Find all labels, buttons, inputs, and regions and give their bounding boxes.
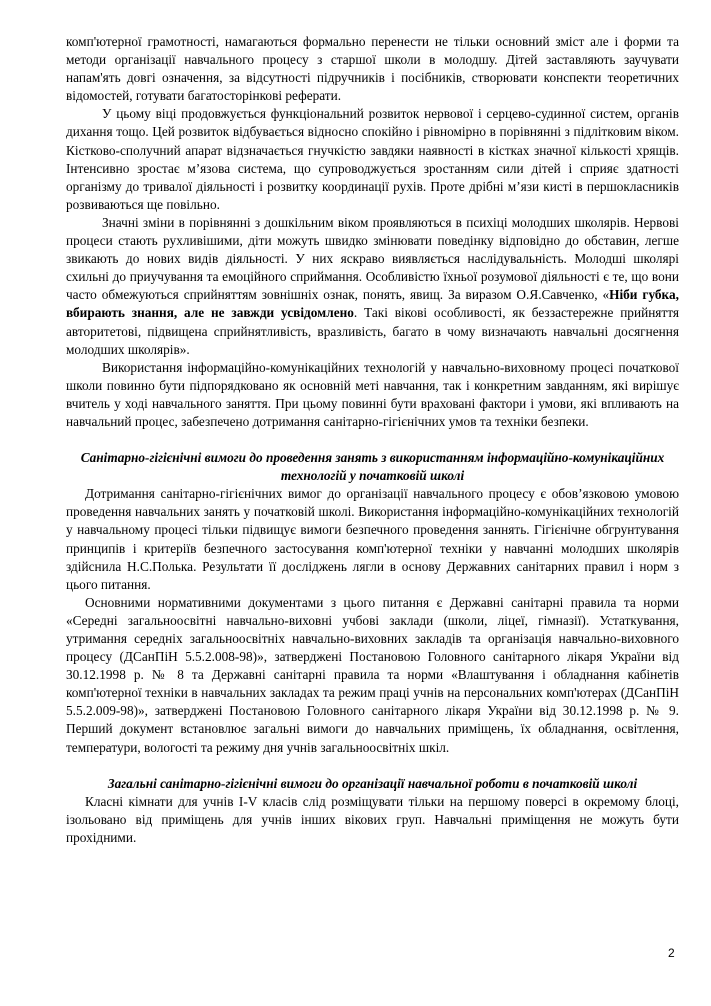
paragraph-sanitary-compliance: Дотримання санітарно-гігієнічних вимог до організації навчального процесу є обов’язковою умовою проведення навчальних занять у початковій школі. Використання інформаційно-комунікаційних технологій у навчальному процесі тільки підвищує вимоги безпечного проведення заннять. Гігієнічне обгрунтування принципів і критеріїв безпечного застосування комп'ютерної техніки у навчанні молодших школярів здійснила Н.С.Полька. Результати її досліджень лягли в основу Державних санітарних правил і норм з цього питання.	[66, 486, 679, 592]
paragraph-normative-documents: Основними нормативними документами з цього питання є Державні санітарні правила та норми «Середні загальноосвітні навчально-виховні учбові заклади (школи, ліцеї, гімназії). Устаткування, утримання середніх загальноосвітніх навчально-виховних закладів та організація навчально-виховного процесу (ДСанПіН 5.5.2.008-98)», затверджені Постановою Головного санітарного лікаря України від 30.12.1998 р. № 8 та Державні санітарні правила та норми «Влаштування і обладнання кабінетів комп'ютерної техніки в навчальних закладах та режим праці учнів на персональних комп'ютерах (ДСанПіН 5.5.2.009-98)», затверджені Постановою Головного санітарного лікаря України від 30.12.1998 р. № 9. Перший документ встановлює загальні вимоги до навчальних приміщень, їх обладнання, освітлення, температури, вологості та режиму дня учнів загальноосвітніх шкіл.	[66, 594, 679, 755]
section-gap	[66, 757, 679, 775]
paragraph-physical-development: У цьому віці продовжується функціональний розвиток нервової і серцево-судинної систем, органів дихання тощо. Цей розвиток відбувається відносно спокійно і рівномірно в порівнянні з підлітковим віком. Кістково-сполучний апарат відзначається гнучкістю завдяки наявності в кістках значної кількості хрящів. Інтенсивно зростає м’язова система, що супроводжується зростанням сили дітей і сприяє здатності організму до тривалої діяльності і розвитку координації рухів. Проте дрібні м’язи кисті в першокласників розвиваються ще повільно.	[66, 106, 679, 212]
document-page	[66, 33, 679, 847]
paragraph-psychology-tail: . Такі вікові особливості, як беззастережне прийняття авторитетові, підвищена сприйнятливість, вразливість, багато в чому визначають навчальні досягнення молодших школярів».	[66, 305, 679, 357]
paragraph-classrooms: Класні кімнати для учнів I-V класів слід розміщувати тільки на першому поверсі в окремому блоці, ізольовано від приміщень для учнів інших вікових груп. Навчальні приміщення не можуть бути прохідними.	[66, 793, 679, 845]
section-gap	[66, 431, 679, 449]
page-number: 2	[668, 946, 675, 960]
savchenko-quote: Ніби губка, вбирають знання, але не завжди усвідомлено	[66, 287, 679, 321]
paragraph-continuation: комп'ютерної грамотності, намагаються формально перенести не тільки основний зміст але і форми та методи організації навчального процесу з старшої школи в молодшу. Дітей заставляють заучувати напам'ять довгі означення, за відсутності підручників і посібників, створювати конспекти теоретичних відомостей, готувати багатосторінкові реферати.	[66, 34, 679, 104]
section-heading-general-requirements: Загальні санітарно-гігієнічні вимоги до організації навчальної роботи в початковій школі	[107, 775, 638, 791]
paragraph-psychology	[66, 214, 679, 359]
paragraph-psychology-text: Значні зміни в порівнянні з дошкільним віком проявляються в психіці молодших школярів. Нервові процеси стають рухливішими, діти можуть швидко змінювати поведінку відповідно до обставин, легше звикають до нових видів діяльності. У них яскраво виявляється наслідувальність. Молодші школярі схильні до приучування та емоційного сприймання. Особливістю їхньої розумової діяльності є те, що вони часто обмежуються сприйняттям зовнішніх ознак, понять, явищ. За виразом О.Я.Савченко, «	[66, 214, 679, 303]
paragraph-ict-usage: Використання інформаційно-комунікаційних технологій у навчально-виховному процесі початкової школи повинно бути підпорядковано як основній меті навчання, так і конкретним завданням, які вирішує вчитель у ході навчального заняття. При цьому повинні бути враховані фактори і умови, які впливають на навчальний процес, забезпечено дотримання санітарно-гігієнічних умов та техніки безпеки.	[66, 359, 679, 429]
section-heading-sanitary-requirements: Санітарно-гігієнічні вимоги до проведення занять з використанням інформаційно-комунікаційних технологій у початковій школі	[80, 450, 665, 484]
